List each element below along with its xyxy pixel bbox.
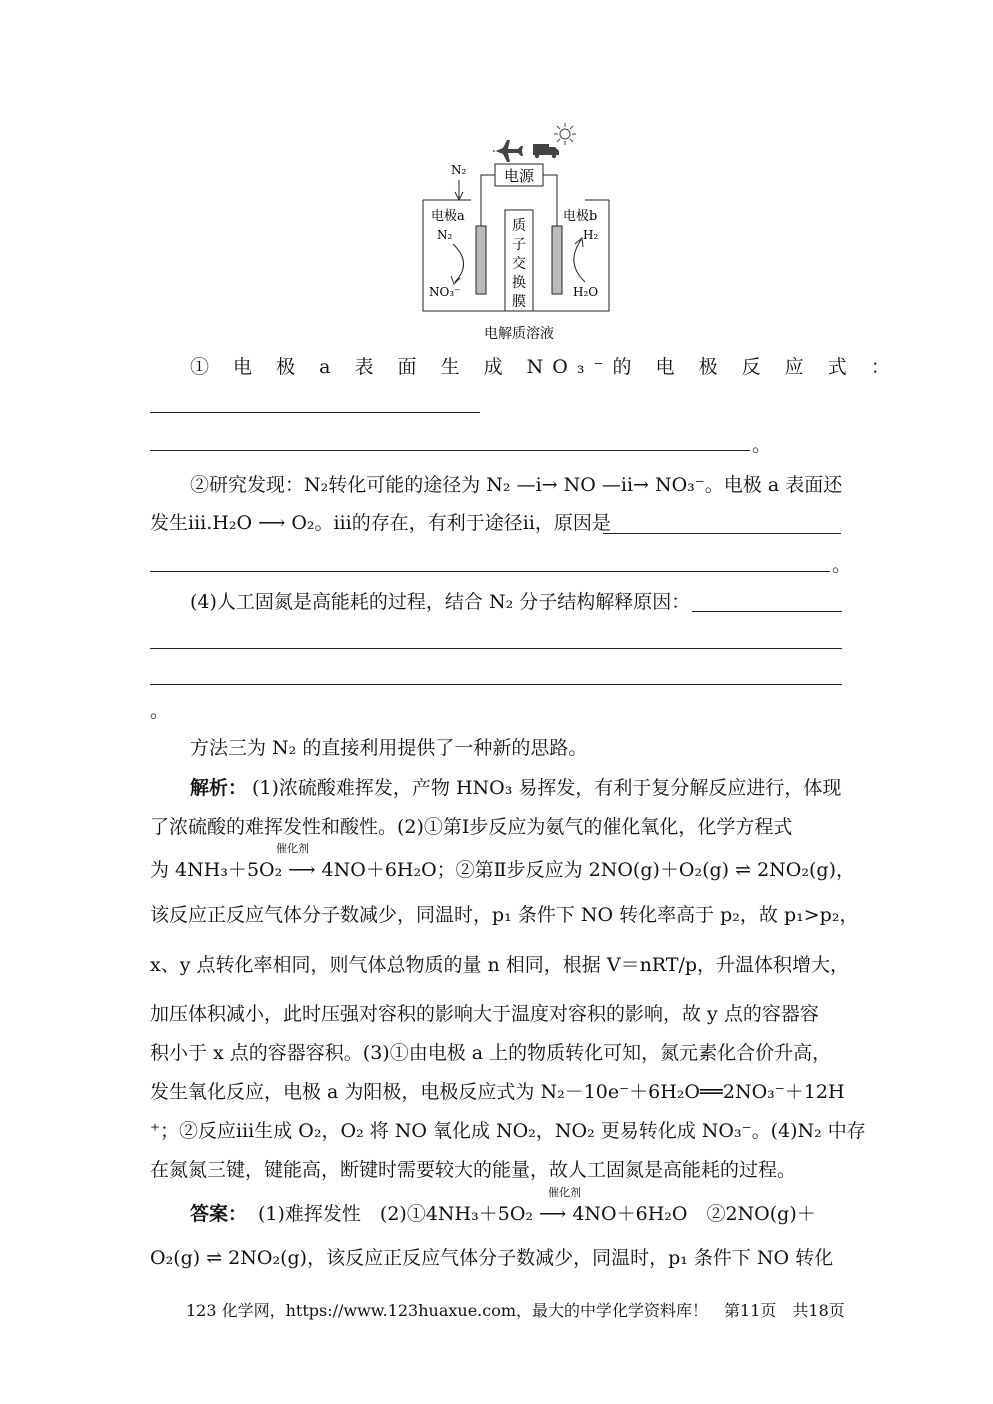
answer-blank [150,450,750,451]
end-dot: 。 [752,434,772,456]
q2-line2: 发生ⅲ.H₂O ⟶ O₂。ⅲ的存在，有利于途径ⅱ，原因是 [150,512,611,534]
answer-line2: O₂(g) ⇌ 2NO₂(g)，该反应正反应气体分子数减少，同温时，p₁ 条件下 NO 转化 [150,1247,834,1269]
membrane-char-2: 子 [512,237,526,253]
analysis-line: 积小于 x 点的容器容积。(3)①由电极 a 上的物质转化可知，氮元素化合价升高， [150,1042,832,1064]
analysis-line: 了浓硫酸的难挥发性和酸性。(2)①第Ⅰ步反应为氨气的催化氧化，化学方程式 [150,816,793,838]
end-dot: 。 [150,700,170,722]
analysis-line: 加压体积减小，此时压强对容积的影响大于温度对容积的影响，故 y 点的容器容 [150,1003,819,1025]
answer-blank [603,533,841,534]
answer-blank [150,412,480,413]
electrolysis-cell-diagram [415,118,615,348]
analysis-line: ⁺；②反应ⅲ生成 O₂，O₂ 将 NO 氧化成 NO₂，NO₂ 更易转化成 NO₃⁻。(4)N₂ 中存 [150,1120,866,1142]
q2-line1: ②研究发现：N₂转化可能的途径为 N₂ —ⅰ→ NO —ⅱ→ NO₃⁻。电极 a 表面还 [190,474,843,496]
plane-icon [493,140,523,162]
analysis-line: 为 4NH₃＋5O₂ ⟶ 4NO＋6H₂O；②第Ⅱ步反应为 2NO(g)＋O₂(g) ⇌ 2NO₂(g)， [150,859,855,881]
answer-catalyst-label: 催化剂 [548,1186,581,1199]
electrode-a-label: 电极a [431,209,465,224]
membrane-char-4: 换 [512,275,526,291]
analysis-line: 在氮氮三键，键能高，断键时需要较大的能量，故人工固氮是高能耗的过程。 [150,1159,797,1181]
sun-icon [554,123,576,145]
page-footer: 123 化学网，https://www.123huaxue.com，最大的中学化学资料库！ 第11页 共18页 [186,1301,845,1320]
right-in-label: H₂O [573,285,599,299]
answer-blank [692,611,842,612]
catalyst-label: 催化剂 [276,842,309,855]
analysis-line: x、y 点转化率相同，则气体总物质的量 n 相同，根据 V＝nRT/p，升温体积增大， [150,954,850,976]
answer-blank [150,684,842,685]
answer-line1: (1)难挥发性 (2)①4NH₃＋5O₂ ⟶ 4NO＋6H₂O ②2NO(g)＋ [258,1203,816,1225]
q1-prompt: ① 电 极 a 表 面 生 成 NO₃⁻的 电 极 反 应 式 ： [190,356,899,378]
membrane-char-5: 膜 [512,294,526,310]
analysis-line: 发生氧化反应，电极 a 为阳极，电极反应式为 N₂－10e⁻＋6H₂O══2NO₃⁻＋12H [150,1081,845,1103]
membrane-char-1: 质 [512,218,526,234]
left-out-label: NO₃⁻ [429,285,461,299]
power-label: 电源 [503,167,535,185]
right-out-label: H₂ [583,228,599,242]
membrane-char-3: 交 [512,256,526,272]
answer-blank [150,571,830,572]
answer-label: 答案： [190,1203,248,1225]
answer-blank [150,648,842,649]
end-dot: 。 [832,554,852,576]
n2-inlet-label: N₂ [451,163,467,177]
left-in-label: N₂ [437,228,453,242]
analysis-line: (1)浓硫酸难挥发，产物 HNO₃ 易挥发，有利于复分解反应进行，体现 [252,777,842,799]
truck-icon [533,144,559,158]
analysis-line: 该反应正反应气体分子数减少，同温时，p₁ 条件下 NO 转化率高于 p₂，故 p₁>p₂， [150,904,859,926]
q4-prompt: (4)人工固氮是高能耗的过程，结合 N₂ 分子结构解释原因： [190,591,691,613]
analysis-label: 解析： [190,777,248,799]
method3-text: 方法三为 N₂ 的直接利用提供了一种新的思路。 [190,737,588,759]
electrode-b-label: 电极b [563,209,598,224]
solution-label: 电解质溶液 [484,326,554,342]
